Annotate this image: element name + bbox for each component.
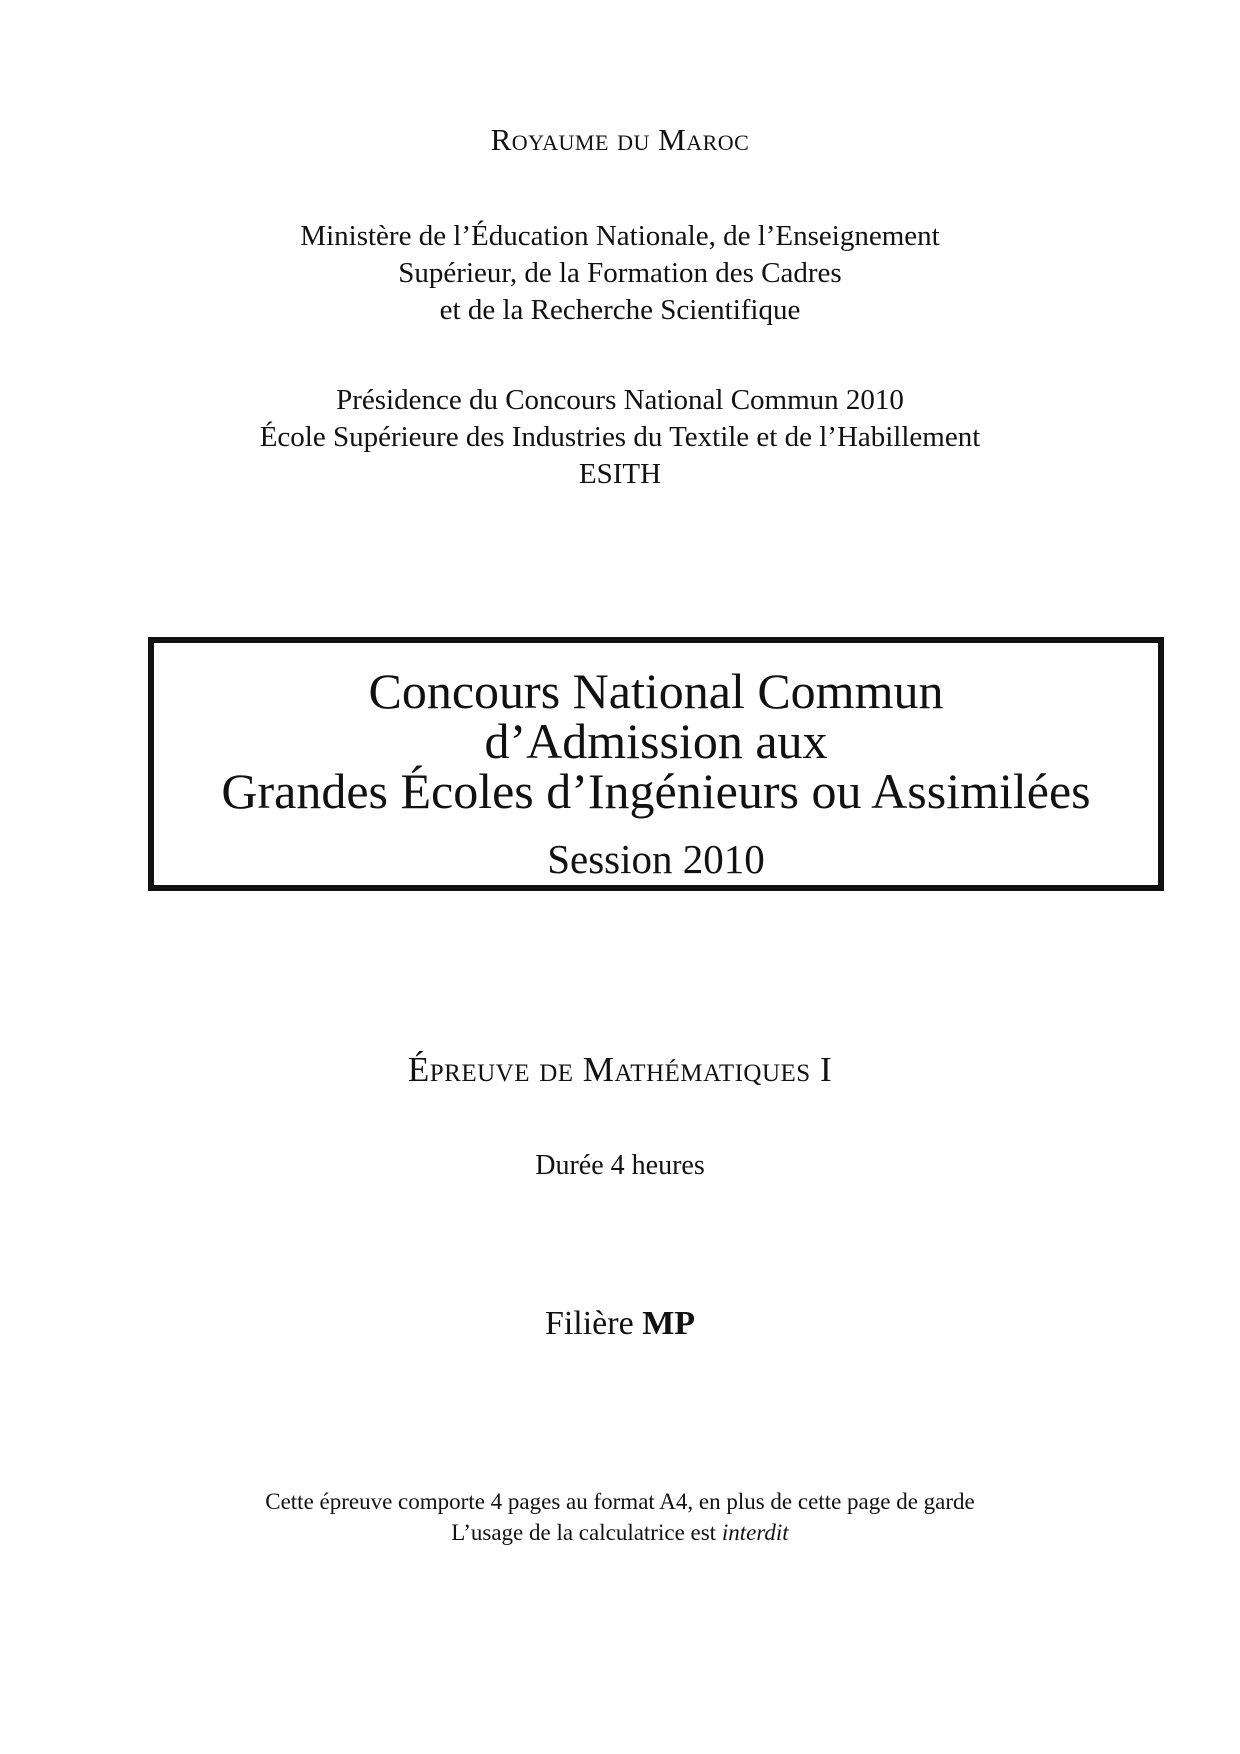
notes-line-2-emphasis: interdit bbox=[721, 1520, 789, 1545]
presidence-block bbox=[0, 382, 1240, 493]
notes-block bbox=[0, 1486, 1240, 1548]
contest-title-line-2: d’Admission aux bbox=[484, 713, 828, 769]
filiere-line bbox=[0, 1305, 1240, 1343]
ministry-line-2: Supérieur, de la Formation des Cadres bbox=[398, 257, 842, 289]
filiere-value: MP bbox=[642, 1305, 696, 1342]
session-label: Session 2010 bbox=[547, 836, 765, 882]
ministry-block bbox=[0, 218, 1240, 329]
contest-title-line-1: Concours National Commun bbox=[368, 663, 944, 719]
contest-title bbox=[154, 663, 1158, 819]
ministry-line-1: Ministère de l’Éducation Nationale, de l’Enseignement bbox=[300, 220, 940, 252]
exam-title: Épreuve de Mathématiques I bbox=[407, 1050, 833, 1089]
notes-line-2-prefix: L’usage de la calculatrice est bbox=[451, 1520, 717, 1545]
title-box bbox=[148, 637, 1164, 891]
presidence-line-2: École Supérieure des Industries du Textile et de l’Habillement bbox=[259, 421, 981, 453]
presidence-line-3: ESITH bbox=[578, 458, 662, 490]
presidence-line-1: Présidence du Concours National Commun 2010 bbox=[336, 384, 904, 416]
contest-title-line-3: Grandes Écoles d’Ingénieurs ou Assimilées bbox=[221, 763, 1091, 819]
ministry-line-3: et de la Recherche Scientifique bbox=[439, 294, 801, 326]
exam-duration: Durée 4 heures bbox=[535, 1150, 705, 1181]
notes-line-1: Cette épreuve comporte 4 pages au format A4, en plus de cette page de garde bbox=[265, 1489, 975, 1514]
notes-line-2 bbox=[0, 1517, 1240, 1548]
country-heading: Royaume du Maroc bbox=[490, 122, 750, 157]
filiere-label: Filière bbox=[544, 1305, 634, 1342]
